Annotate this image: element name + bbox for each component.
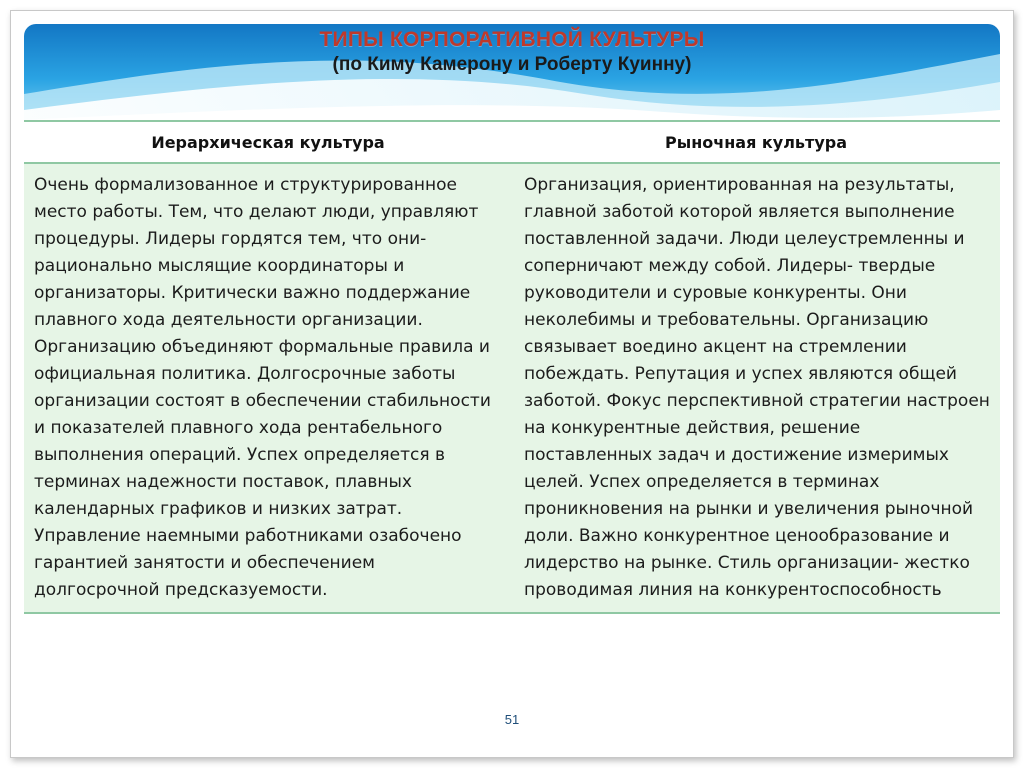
- slide-title: ТИПЫ КОРПОРАТИВНОЙ КУЛЬТУРЫ: [319, 28, 705, 51]
- table-row: [24, 163, 1000, 613]
- header-market-culture: Рыночная культура: [512, 121, 1000, 163]
- header-hierarchy-culture: Иерархическая культура: [24, 121, 512, 163]
- page-number: 51: [504, 712, 520, 727]
- market-culture-description: Организация, ориентированная на результаты, главной заботой которой является выполнение поставленной задачи. Люди целеустремленны и соперничают между собой. Лидеры- твердые руководители и суровые конкуренты. Они неколебимы и требовательны. Организацию связывает воедино акцент на стремлении побеждать. Репутация и успех являются общей заботой. Фокус перспективной стратегии настроен на конкурентные действия, решение поставленных задач и достижение измеримых целей. Успех определяется в терминах проникновения на рынки и увеличения рыночной доли. Важно конкурентное ценообразование и лидерство на рынке. Стиль организации- жестко проводимая линия на конкурентоспособность: [512, 163, 1000, 613]
- culture-types-table: [24, 120, 1000, 614]
- table-header-row: [24, 121, 1000, 163]
- slide-subtitle: (по Киму Камерону и Роберту Куинну): [332, 54, 692, 75]
- hierarchy-culture-description: Очень формализованное и структурированное место работы. Тем, что делают люди, управляют процедуры. Лидеры гордятся тем, что они- рационально мыслящие координаторы и организаторы. Критически важно поддержание плавного хода деятельности организации. Организацию объединяют формальные правила и официальная политика. Долгосрочные заботы организации состоят в обеспечении стабильности и показателей плавного хода рентабельного выполнения операций. Успех определяется в терминах надежности поставок, плавных календарных графиков и низких затрат. Управление наемными работниками озабочено гарантией занятости и обеспечением долгосрочной предсказуемости.: [24, 163, 512, 613]
